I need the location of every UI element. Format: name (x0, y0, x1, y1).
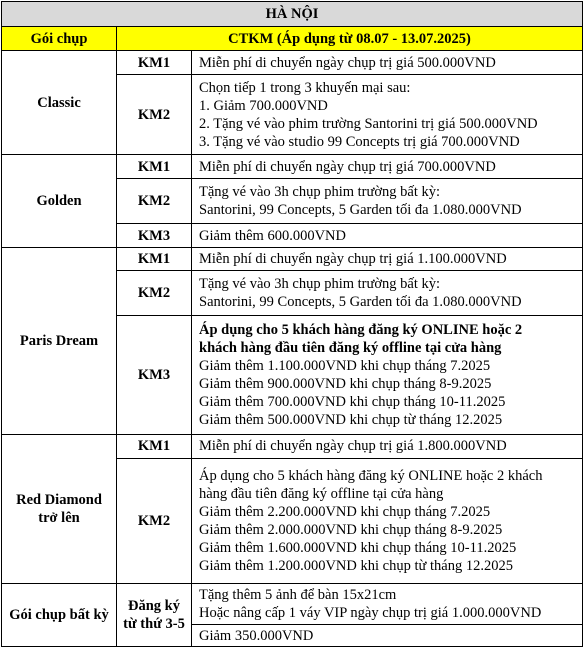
text-line-bold: Áp dụng cho 5 khách hàng đăng ký ONLINE hoặc 2 (199, 321, 523, 338)
classic-km2-label: KM2 (117, 75, 192, 155)
package-name-line: Red Diamond (16, 492, 102, 509)
red-km1-text: Miễn phí di chuyển ngày chụp trị giá 1.800.000VND (192, 435, 583, 459)
table-title: HÀ NỘI (2, 2, 583, 27)
text-line: 1. Giảm 700.000VND (199, 97, 328, 114)
golden-km3-text: Giảm thêm 600.000VND (192, 224, 583, 248)
label-line: Đăng ký (128, 598, 180, 615)
text-line: Santorini, 99 Concepts, 5 Garden tối đa 1.080.000VND (199, 294, 522, 311)
label-line: từ thứ 3-5 (123, 616, 185, 633)
text-line: Áp dụng cho 5 khách hàng đăng ký ONLINE hoặc 2 khách (199, 467, 543, 484)
any-discount-text: Giảm 350.000VND (192, 625, 583, 647)
package-any: Gói chụp bất kỳ (2, 584, 117, 647)
classic-km1-text: Miễn phí di chuyển ngày chụp trị giá 500.000VND (192, 51, 583, 75)
package-classic: Classic (2, 51, 117, 155)
text-line: Giảm thêm 900.000VND khi chụp tháng 8-9.2025 (199, 375, 492, 392)
header-package: Gói chụp (2, 26, 117, 51)
paris-km1-text: Miễn phí di chuyển ngày chụp trị giá 1.100.000VND (192, 247, 583, 271)
package-golden: Golden (2, 155, 117, 248)
header-promo: CTKM (Áp dụng từ 08.07 - 13.07.2025) (117, 26, 583, 51)
golden-km3-label: KM3 (117, 224, 192, 248)
text-line: Hoặc nâng cấp 1 váy VIP ngày chụp trị giá 1.000.000VND (199, 605, 542, 622)
text-line: Giảm thêm 700.000VND khi chụp tháng 10-11.2025 (199, 393, 506, 410)
red-km1-label: KM1 (117, 435, 192, 459)
paris-km3-label: KM3 (117, 315, 192, 434)
golden-km1-label: KM1 (117, 155, 192, 179)
text-line: Tặng vé vào 3h chụp phim trường bất kỳ: (199, 184, 441, 201)
text-line: Chọn tiếp 1 trong 3 khuyến mại sau: (199, 79, 411, 96)
text-line: Giảm thêm 1.600.000VND khi chụp tháng 10-11.2025 (199, 539, 517, 556)
package-red-diamond (2, 435, 117, 584)
classic-km2-text (192, 75, 583, 155)
text-line: Giảm thêm 2.000.000VND khi chụp tháng 8-9.2025 (199, 521, 503, 538)
golden-km2-label: KM2 (117, 178, 192, 223)
text-line: Tặng thêm 5 ảnh để bàn 15x21cm (199, 587, 397, 604)
paris-km2-label: KM2 (117, 271, 192, 315)
text-line: 2. Tặng vé vào phim trường Santorini trị giá 500.000VND (199, 115, 538, 132)
text-line: Giảm thêm 500.000VND khi chụp từ tháng 12.2025 (199, 411, 503, 428)
text-line: Giảm thêm 1.200.000VND khi chụp từ tháng 12.2025 (199, 557, 513, 574)
golden-km1-text: Miễn phí di chuyển ngày chụp trị giá 700.000VND (192, 155, 583, 179)
any-weekday-label (117, 584, 192, 647)
paris-km1-label: KM1 (117, 247, 192, 271)
any-gift-text (192, 584, 583, 625)
promo-table (1, 1, 583, 647)
text-line: 3. Tặng vé vào studio 99 Concepts trị giá 700.000VND (199, 133, 520, 150)
paris-km3-text (192, 315, 583, 434)
package-name-line: trở lên (38, 510, 80, 527)
classic-km1-label: KM1 (117, 51, 192, 75)
paris-km2-text (192, 271, 583, 315)
golden-km2-text (192, 178, 583, 223)
text-line: Santorini, 99 Concepts, 5 Garden tối đa 1.080.000VND (199, 202, 522, 219)
text-line: hàng đầu tiên đăng ký offline tại cửa hàng (199, 485, 444, 502)
text-line: Tặng vé vào 3h chụp phim trường bất kỳ: (199, 276, 441, 293)
red-km2-text (192, 458, 583, 584)
text-line-bold: khách hàng đầu tiên đăng ký offline tại cửa hàng (199, 339, 502, 356)
text-line: Giảm thêm 1.100.000VND khi chụp tháng 7.2025 (199, 357, 491, 374)
text-line: Giảm thêm 2.200.000VND khi chụp tháng 7.2025 (199, 503, 491, 520)
red-km2-label: KM2 (117, 458, 192, 584)
package-paris-dream: Paris Dream (2, 247, 117, 434)
